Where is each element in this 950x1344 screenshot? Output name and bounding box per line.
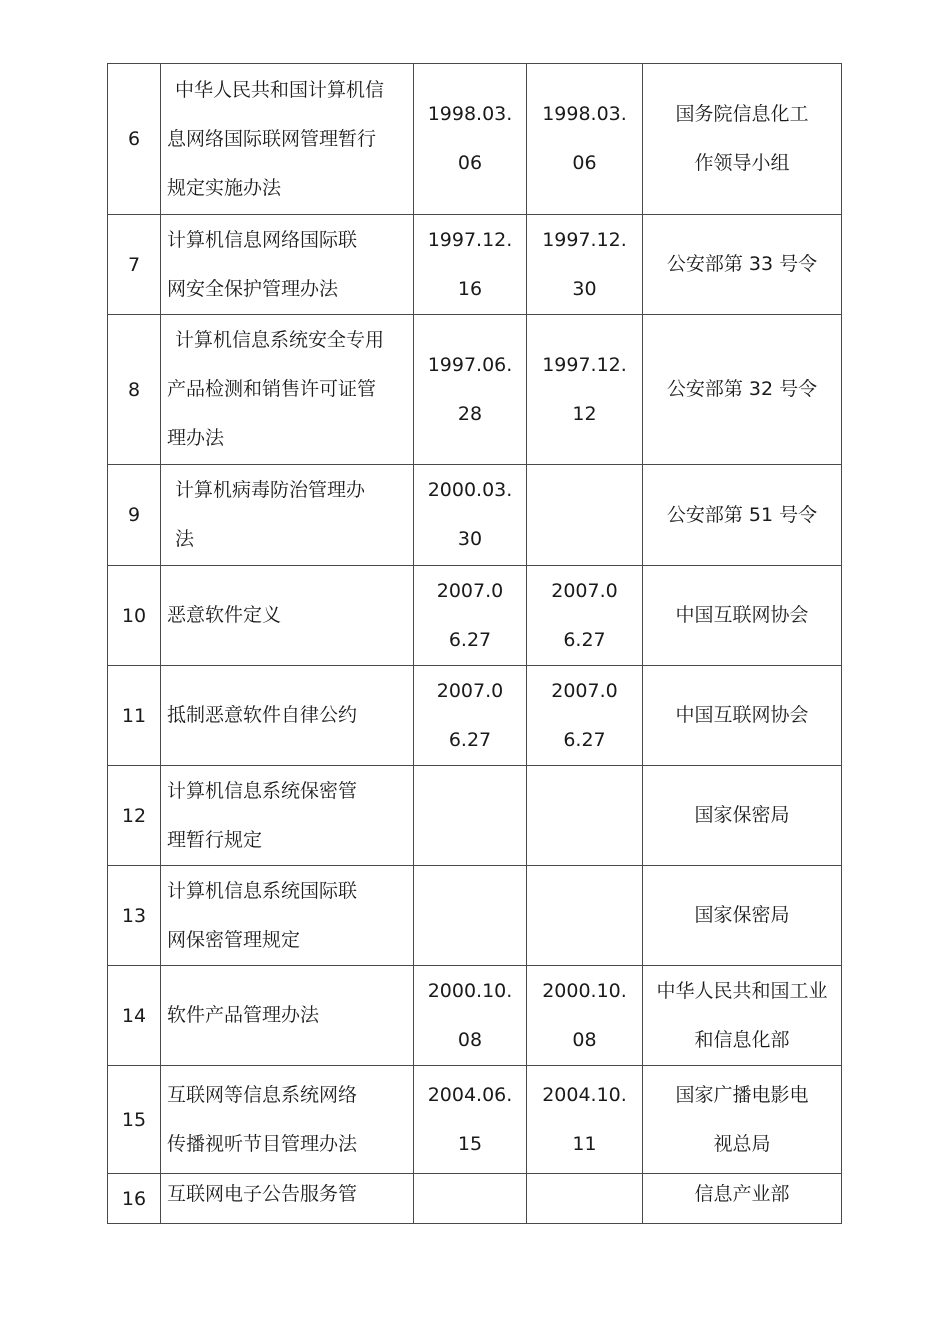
- issuing-authority: [643, 766, 842, 866]
- date-line: 12: [572, 402, 597, 425]
- issuer-line: 中国互联网协会: [675, 704, 809, 726]
- regulation-name-line: 计算机信息系统保密管: [167, 779, 358, 802]
- issuer-line: 公安部第 51 号令: [666, 503, 818, 526]
- date-line: 2000.10.: [542, 979, 627, 1002]
- regulation-name-line: 中华人民共和国计算机信: [175, 78, 385, 101]
- publish-date: [414, 766, 527, 866]
- issuer-line: 国家广播电影电: [675, 1083, 809, 1106]
- row-number: 14: [108, 966, 161, 1066]
- regulation-name-line: 传播视听节目管理办法: [167, 1132, 358, 1155]
- issuer-line: 公安部第 32 号令: [666, 378, 818, 400]
- regulation-name-line: 法: [175, 528, 195, 550]
- date-line: 1998.03.: [542, 103, 627, 125]
- row-number: 16: [108, 1174, 161, 1224]
- regulation-name: [161, 215, 414, 315]
- issuing-authority: [643, 64, 842, 215]
- date-line: 1998.03.: [427, 103, 513, 125]
- regulation-name-line: 恶意软件定义: [167, 604, 282, 626]
- effective-date: [527, 966, 643, 1066]
- regulation-name: [161, 966, 414, 1066]
- date-line: 08: [457, 1028, 483, 1051]
- date-line: 28: [457, 402, 483, 425]
- regulation-name: [161, 1066, 414, 1174]
- date-line: 6.27: [563, 728, 606, 751]
- row-number: 13: [108, 866, 161, 966]
- date-line: 2000.03.: [427, 479, 513, 501]
- table-row: [108, 465, 842, 566]
- date-line: 2007.0: [436, 579, 504, 602]
- date-line: 11: [572, 1132, 597, 1155]
- issuing-authority: [643, 966, 842, 1066]
- table-row: [108, 1066, 842, 1174]
- date-line: 1997.12.: [542, 353, 627, 376]
- effective-date: [527, 1066, 643, 1174]
- regulation-name-line: 计算机信息系统安全专用: [175, 329, 385, 351]
- date-line: 2007.0: [551, 579, 618, 602]
- effective-date: [527, 64, 643, 215]
- row-number: 8: [108, 315, 161, 465]
- table-row: [108, 766, 842, 866]
- issuing-authority: [643, 866, 842, 966]
- table-row: [108, 64, 842, 215]
- regulation-name-line: 产品检测和销售许可证管: [167, 378, 377, 400]
- table-row: [108, 315, 842, 465]
- table-row: [108, 866, 842, 966]
- regulation-name: [161, 315, 414, 465]
- publish-date: [414, 866, 527, 966]
- row-number: 11: [108, 666, 161, 766]
- issuer-line: 中华人民共和国工业: [656, 979, 828, 1002]
- table-row: [108, 215, 842, 315]
- publish-date: [414, 315, 527, 465]
- issuing-authority: [643, 215, 842, 315]
- effective-date: [527, 215, 643, 315]
- date-line: 08: [572, 1028, 597, 1051]
- issuing-authority: [643, 465, 842, 566]
- effective-date: [527, 766, 643, 866]
- table-row: [108, 566, 842, 666]
- issuing-authority: [643, 1174, 842, 1224]
- regulation-name-line: 计算机信息网络国际联: [167, 228, 358, 251]
- regulation-name-line: 网保密管理规定: [167, 928, 301, 951]
- date-line: 1997.06.: [427, 353, 513, 376]
- date-line: 30: [572, 277, 597, 300]
- effective-date: [527, 315, 643, 465]
- publish-date: [414, 215, 527, 315]
- issuer-line: 中国互联网协会: [675, 604, 809, 626]
- date-line: 2004.10.: [542, 1083, 627, 1106]
- table-row: [108, 1174, 842, 1224]
- issuing-authority: [643, 1066, 842, 1174]
- effective-date: [527, 1174, 643, 1224]
- issuing-authority: [643, 566, 842, 666]
- publish-date: [414, 1066, 527, 1174]
- regulation-name: [161, 766, 414, 866]
- publish-date: [414, 566, 527, 666]
- date-line: 6.27: [448, 628, 492, 651]
- row-number: 9: [108, 465, 161, 566]
- date-line: 1997.12.: [542, 228, 627, 251]
- date-line: 15: [457, 1132, 483, 1155]
- issuing-authority: [643, 315, 842, 465]
- issuer-line: 和信息化部: [694, 1028, 790, 1051]
- issuer-line: 视总局: [713, 1132, 771, 1155]
- date-line: 1997.12.: [427, 228, 513, 251]
- date-line: 2007.0: [551, 679, 618, 702]
- row-number: 15: [108, 1066, 161, 1174]
- publish-date: [414, 966, 527, 1066]
- regulation-name-line: 计算机信息系统国际联: [167, 879, 358, 902]
- issuer-line: 国家保密局: [694, 804, 790, 826]
- regulation-name: [161, 566, 414, 666]
- regulation-name-line: 理办法: [167, 427, 225, 449]
- regulation-name: [161, 866, 414, 966]
- regulations-table: [107, 63, 842, 1224]
- regulation-name-line: 息网络国际联网管理暂行: [167, 127, 377, 150]
- regulation-name: [161, 1174, 414, 1224]
- regulation-name-line: 互联网等信息系统网络: [167, 1083, 358, 1106]
- publish-date: [414, 465, 527, 566]
- date-line: 2004.06.: [427, 1083, 513, 1106]
- row-number: 7: [108, 215, 161, 315]
- publish-date: [414, 1174, 527, 1224]
- effective-date: [527, 465, 643, 566]
- regulation-name-line: 理暂行规定: [167, 828, 263, 851]
- issuer-line: 公安部第 33 号令: [666, 253, 818, 275]
- issuing-authority: [643, 666, 842, 766]
- regulation-name-line: 网安全保护管理办法: [167, 277, 339, 300]
- row-number: 6: [108, 64, 161, 215]
- regulation-name-line: 抵制恶意软件自律公约: [167, 704, 358, 726]
- date-line: 6.27: [563, 628, 606, 651]
- publish-date: [414, 666, 527, 766]
- regulation-name-line: 计算机病毒防治管理办: [175, 479, 366, 501]
- issuer-line: 国务院信息化工: [675, 103, 809, 125]
- date-line: 6.27: [448, 728, 492, 751]
- effective-date: [527, 666, 643, 766]
- row-number: 12: [108, 766, 161, 866]
- regulation-name: [161, 64, 414, 215]
- date-line: 2007.0: [436, 679, 504, 702]
- date-line: 06: [572, 152, 597, 174]
- regulation-name: [161, 465, 414, 566]
- date-line: 2000.10.: [427, 979, 513, 1002]
- regulation-name-line: 互联网电子公告服务管: [167, 1183, 358, 1205]
- issuer-line: 作领导小组: [694, 152, 790, 174]
- effective-date: [527, 566, 643, 666]
- issuer-line: 信息产业部: [694, 1183, 790, 1205]
- regulation-name-line: 规定实施办法: [167, 176, 282, 199]
- effective-date: [527, 866, 643, 966]
- issuer-line: 国家保密局: [694, 904, 790, 926]
- table-row: [108, 666, 842, 766]
- date-line: 16: [457, 277, 483, 300]
- table-row: [108, 966, 842, 1066]
- regulation-name-line: 软件产品管理办法: [167, 1004, 320, 1026]
- regulation-name: [161, 666, 414, 766]
- row-number: 10: [108, 566, 161, 666]
- date-line: 30: [457, 528, 483, 550]
- publish-date: [414, 64, 527, 215]
- date-line: 06: [457, 152, 483, 174]
